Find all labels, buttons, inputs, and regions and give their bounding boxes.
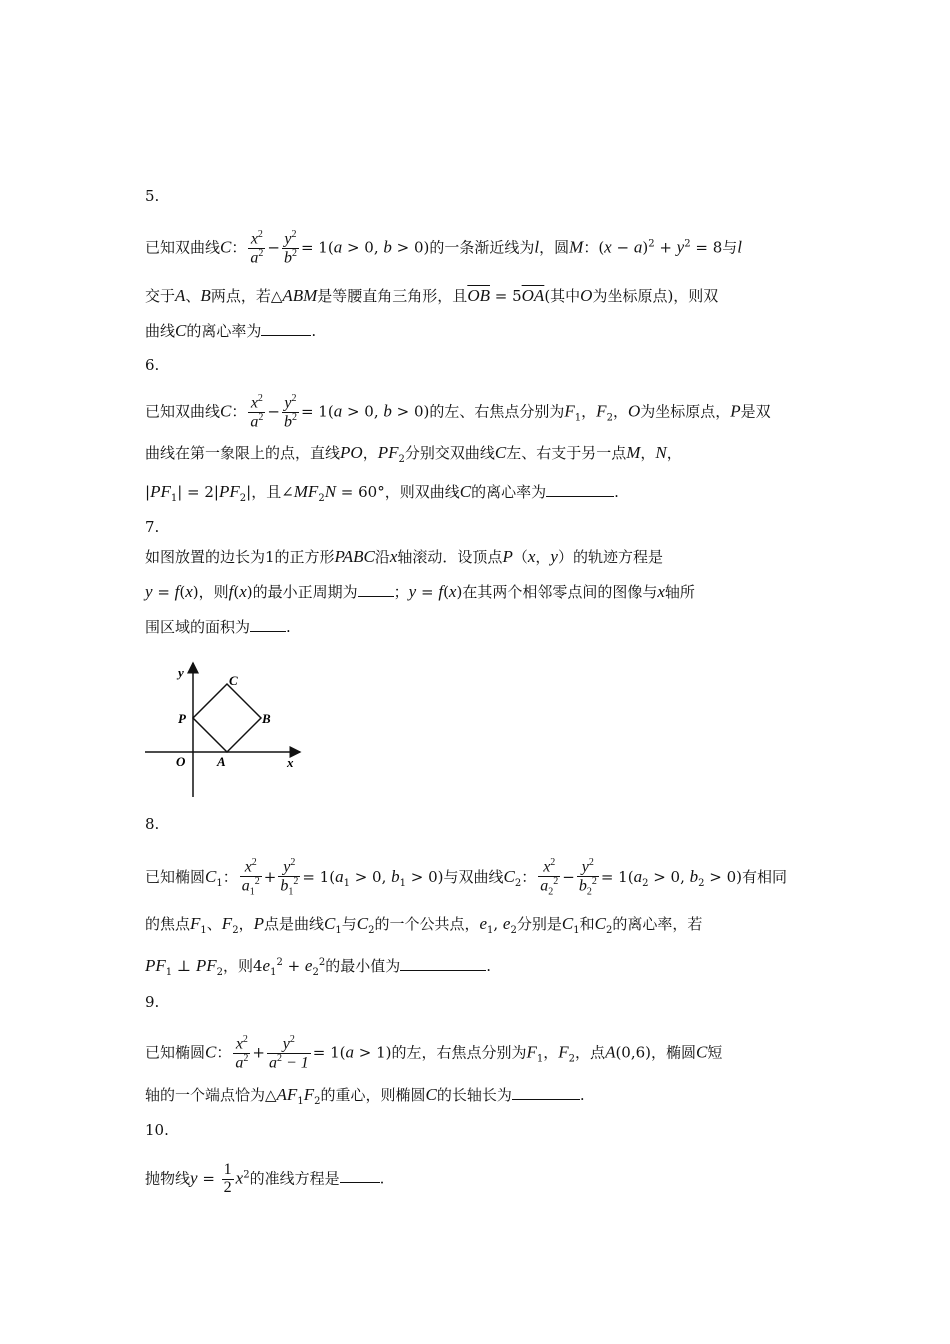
problem-line: 已知双曲线C： $\frac{x^2}{a^2}$ − $\frac{y^2}{b^2}$ = 1(a > 0, b > 0)的一条渐近线为l，圆M：$(x - a)^2 + y^2 = 8$与l [145, 229, 742, 267]
problem-line: 轴的一个端点恰为$\triangle AF_1F_2$的重心，则椭圆C的长轴长为 . [145, 1085, 585, 1107]
point-a-label: A [217, 754, 226, 769]
problem-line: 已知椭圆C： $\frac{x^2}{a^2}$ + $\frac{y^2}{a^2 - 1}$ = 1(a > 1)的左，右焦点分别为$F_1$，$F_2$，点A(0,6)，椭圆C短 [145, 1034, 723, 1072]
point-p-label: P [178, 711, 186, 726]
problem-number: 6. [145, 356, 160, 374]
problem-line: 已知双曲线C： $\frac{x^2}{a^2}$ − $\frac{y^2}{b^2}$ = 1(a > 0, b > 0)的左、右焦点分别为$F_1$，$F_2$，O为坐标原点，P是双 [145, 393, 771, 431]
problem-line: 已知椭圆$C_1$： $\frac{x^2}{a_1^2}$ + $\frac{y^2}{b_1^2}$ = $1(a_1 > 0$, $b_1 > 0$)与双曲线$C_2$： $\frac{x^2}{a_2^2}$ − $\frac{y^2}{b_2^2}$ = $1(a_2 > 0$, $b_2 > 0$)有相同 [145, 857, 788, 898]
problem-line: y = f(x)，则f(x)的最小正周期为 ；y = f(x)在其两个相邻零点间的图像与x轴所 [145, 582, 695, 601]
x-axis-label: x [287, 755, 294, 770]
square-pabc [193, 684, 261, 752]
point-b-label: B [262, 711, 271, 726]
problem-line: $|PF_1| = 2|PF_2|$，且$\angle MF_2N = 60^\circ$，则双曲线C的离心率为 . [145, 482, 619, 504]
problem-line: 如图放置的边长为1的正方形PABC沿x轴滚动．设顶点P（x，y）的轨迹方程是 [145, 547, 663, 566]
problem-line: 的焦点$F_1$、$F_2$，P点是曲线$C_1$与$C_2$的一个公共点，$e_1$, $e_2$分别是$C_1$和$C_2$的离心率，若 [145, 914, 703, 936]
problem-line: 抛物线y = $\frac{1}{2}$ $x^2$的准线方程是 . [145, 1161, 385, 1196]
problem-line: 围区域的面积为 . [145, 618, 291, 636]
problem-line: $PF_1$ ⊥ $PF_2$，则$4e_1^2 + e_2^2$的最小值为 . [145, 956, 492, 978]
problem-number: 7. [145, 518, 160, 536]
y-axis-label: y [178, 665, 184, 680]
problem-number: 10. [145, 1121, 169, 1139]
problem-number: 8. [145, 815, 160, 833]
problem-line: 交于A、B两点，若△ABM是等腰直角三角形，且$\overline{OB} = 5\overline{OA}$(其中O为坐标原点)，则双 [145, 286, 719, 305]
point-c-label: C [229, 673, 238, 688]
problem-line: 曲线C的离心率为 . [145, 321, 317, 340]
problem-number: 9. [145, 993, 160, 1011]
problem-number: 5. [145, 187, 160, 205]
problem-line: 曲线在第一象限上的点，直线PO，$PF_2$分别交双曲线C左、右支于另一点M，N， [145, 443, 682, 465]
square-rolling-figure [140, 655, 310, 800]
origin-label: O [176, 754, 186, 769]
